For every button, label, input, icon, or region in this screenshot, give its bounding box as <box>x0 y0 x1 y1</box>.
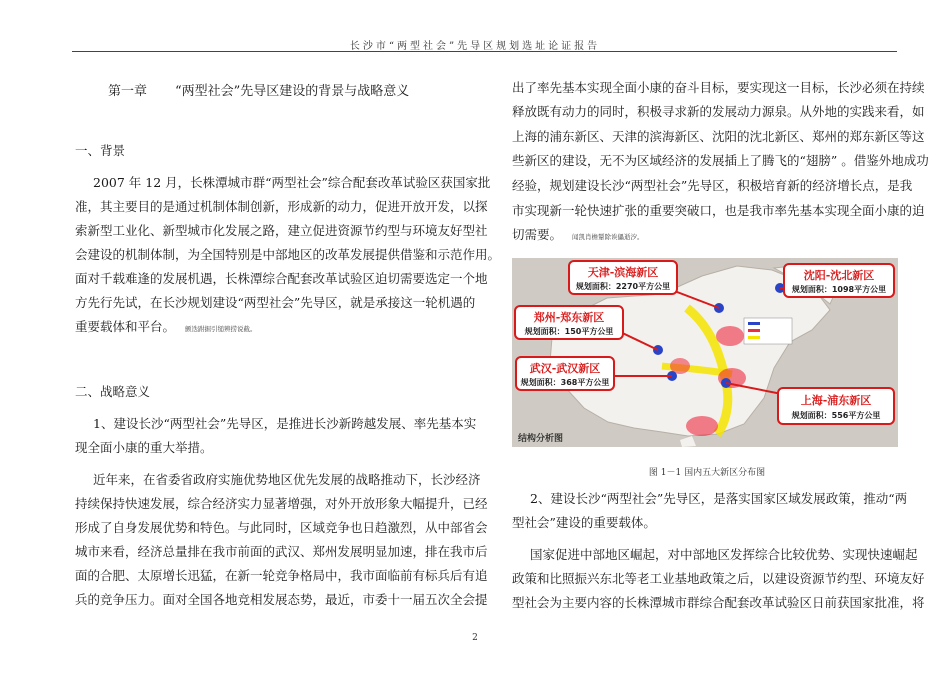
paragraph-text: 重要载体和平台。 <box>75 319 176 334</box>
paragraph-line: 型社会为主要内容的长株潭城市群综合配套改革试验区日前获国家批准，将 <box>512 595 925 610</box>
callout-tianjin <box>569 261 677 294</box>
paragraph-line: 准，其主要目的是通过机制体制创新，形成新的动力，促进开放开发，以探 <box>75 199 488 214</box>
map-corner-label: 结构分析图 <box>518 434 564 444</box>
callout-area: 规划面积：556平方公里 <box>791 411 881 420</box>
header-rule <box>72 51 897 52</box>
callout-area: 规划面积：368平方公里 <box>520 378 610 387</box>
new-districts-map-figure <box>512 258 898 447</box>
paragraph-line: 近年来，在省委省政府实施优势地区优先发展的战略推动下，长沙经济 <box>93 472 481 487</box>
garbled-note: 闻凯肖檐颦除诶儡逝汐。 <box>572 233 644 241</box>
page-number: 2 <box>472 633 478 643</box>
callout-zhengzhou <box>515 306 623 339</box>
paragraph-line: 城市来看，经济总量排在我市前面的武汉、郑州发展明显加速，排在我市后 <box>75 544 488 559</box>
callout-shanghai <box>778 388 894 424</box>
paragraph-line <box>512 227 644 245</box>
paragraph-line: 兵的竞争压力。面对全国各地竞相发展态势，最近，市委十一届五次全会提 <box>75 592 488 607</box>
paragraph-line: 政策和比照振兴东北等老工业基地政策之后，以建设资源节约型、环境友好 <box>512 571 925 586</box>
callout-title: 天津-滨海新区 <box>587 266 659 279</box>
chapter-name: “两型社会”先导区建设的背景与战略意义 <box>175 84 410 99</box>
figure-caption <box>0 465 950 478</box>
paragraph-line: 上海的浦东新区、天津的滨海新区、沈阳的沈北新区、郑州的郑东新区等这 <box>512 129 925 144</box>
inset-legend-mark <box>748 329 760 332</box>
callout-area: 规划面积：2270平方公里 <box>575 282 671 291</box>
callout-wuhan <box>516 357 614 390</box>
section-heading-significance: 二、战略意义 <box>75 384 151 399</box>
paragraph-line: 释放既有动力的同时，积极寻求新的发展动力源泉。从外地的实践来看，如 <box>512 104 925 119</box>
paragraph-line: 会建设的机制体制，为全国特别是中部地区的改革发展提供借鉴和示范作用。 <box>75 247 501 262</box>
point-heading: 1、建设长沙“两型社会”先导区，是推进长沙新跨越发展、率先基本实 <box>93 416 477 431</box>
paragraph-line: 面的合肥、太原增长迅猛，在新一轮竞争格局中，我市面临前有标兵后有追 <box>75 568 488 583</box>
paragraph-line: 2007 年 12 月，长株潭城市群“两型社会”综合配套改革试验区获国家批 <box>93 175 491 190</box>
paragraph-line: 些新区的建设，无不为区域经济的发展插上了腾飞的“翅膀” 。借鉴外地成功 <box>512 153 929 168</box>
callout-area: 规划面积：150平方公里 <box>524 327 614 336</box>
section-heading-background: 一、背景 <box>75 143 126 158</box>
inset-legend-mark <box>748 322 760 325</box>
figure-caption-text: 图 1－1 国内五大新区分布图 <box>648 468 766 478</box>
callout-shenyang <box>784 264 894 297</box>
callout-area: 规划面积：1098平方公里 <box>791 285 887 294</box>
header-title: 长沙市“两型社会”先导区规划选址论证报告 <box>349 41 601 52</box>
paragraph-line <box>75 319 257 337</box>
paragraph-text: 切需要。 <box>512 227 563 242</box>
paragraph-line: 出了率先基本实现全面小康的奋斗目标，要实现这一目标，长沙必须在持续 <box>512 80 925 95</box>
paragraph-line: 持续保持快速发展，综合经济实力显著增强，对外开放形象大幅提升，已经 <box>75 496 488 511</box>
bohai-zone <box>716 326 744 346</box>
chapter-number: 第一章 <box>108 84 148 99</box>
pearl-delta-zone <box>686 416 718 436</box>
point-heading: 现全面小康的重大举措。 <box>75 440 213 455</box>
garbled-note: 颤迭跗掘引缒辨捞说截。 <box>185 325 257 333</box>
paragraph-line: 市实现新一轮快速扩张的重要突破口，也是我市率先基本实现全面小康的迫 <box>512 203 925 218</box>
paragraph-line: 形成了自身发展优势和特色。与此同时，区域竞争也日趋激烈，从中部省会 <box>75 520 488 535</box>
paragraph-line: 索新型工业化、新型城市化发展之路，建立促进资源节约型与环境友好型社 <box>75 223 488 238</box>
callout-title: 沈阳-沈北新区 <box>803 269 875 282</box>
callout-title: 郑州-郑东新区 <box>533 311 605 324</box>
china-map-image <box>512 258 898 447</box>
callout-title: 武汉-武汉新区 <box>529 362 601 375</box>
paragraph-line: 国家促进中部地区崛起，对中部地区发挥综合比较优势、实现快速崛起 <box>530 547 918 562</box>
chapter-title <box>108 80 409 99</box>
paragraph-line: 面对千载难逢的发展机遇，长株潭综合配套改革试验区迫切需要选定一个地 <box>75 271 488 286</box>
callout-title: 上海-浦东新区 <box>800 394 872 407</box>
inset-legend-mark <box>748 336 760 339</box>
point-heading: 型社会”建设的重要载体。 <box>512 515 656 530</box>
paragraph-line: 方先行先试，在长沙规划建设“两型社会”先导区，就是承接这一轮机遇的 <box>75 295 476 310</box>
paragraph-line: 经验，规划建设长沙“两型社会”先导区，积极培育新的经济增长点，是我 <box>512 178 913 193</box>
point-heading: 2、建设长沙“两型社会”先导区，是落实国家区域发展政策，推动“两 <box>530 491 908 506</box>
